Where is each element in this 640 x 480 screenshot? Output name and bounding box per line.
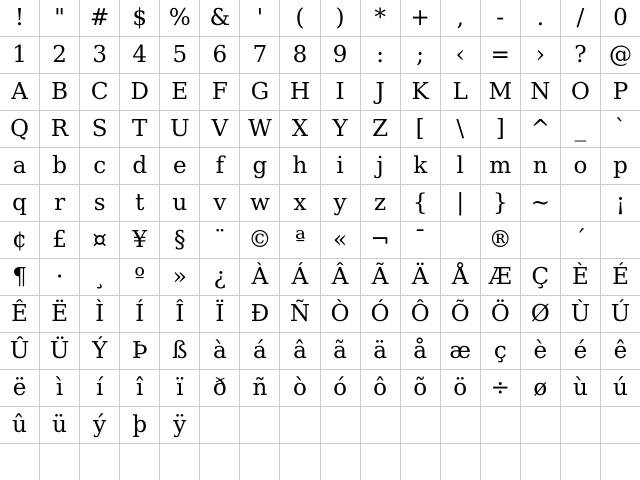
glyph-cell: . [521, 0, 561, 36]
glyph-cell: & [200, 0, 240, 36]
glyph-cell: w [240, 185, 280, 221]
glyph-cell: À [240, 259, 280, 295]
glyph-cell: Ã [361, 259, 401, 295]
glyph-cell [120, 444, 160, 480]
glyph-row [0, 0, 640, 37]
glyph-cell: % [160, 0, 200, 36]
glyph-cell: " [40, 0, 80, 36]
glyph-cell: ô [361, 370, 401, 406]
glyph-cell: ø [521, 370, 561, 406]
glyph-cell: = [481, 37, 521, 73]
glyph-cell: L [441, 74, 481, 110]
glyph-cell: 3 [80, 37, 120, 73]
glyph-cell: ® [481, 222, 521, 258]
glyph-cell: í [80, 370, 120, 406]
glyph-cell: ? [561, 37, 601, 73]
glyph-cell [361, 407, 401, 443]
glyph-cell: £ [40, 222, 80, 258]
glyph-cell: N [521, 74, 561, 110]
glyph-cell: t [120, 185, 160, 221]
glyph-cell: æ [441, 333, 481, 369]
glyph-cell [441, 222, 481, 258]
glyph-cell: j [361, 148, 401, 184]
glyph-cell: Z [361, 111, 401, 147]
glyph-cell: : [361, 37, 401, 73]
glyph-cell: Ê [0, 296, 40, 332]
glyph-cell: Y [321, 111, 361, 147]
glyph-cell: ¿ [200, 259, 240, 295]
glyph-cell: ï [160, 370, 200, 406]
glyph-cell: h [280, 148, 320, 184]
glyph-row [0, 444, 640, 480]
glyph-cell: õ [401, 370, 441, 406]
glyph-cell: S [80, 111, 120, 147]
glyph-cell: c [80, 148, 120, 184]
glyph-cell: ÷ [481, 370, 521, 406]
glyph-row [0, 37, 640, 74]
glyph-cell: 0 [613, 4, 628, 31]
glyph-cell: 1 [0, 37, 40, 73]
glyph-cell [160, 444, 200, 480]
glyph-row [0, 296, 640, 333]
glyph-cell: · [40, 259, 80, 295]
glyph-cell: Ï [200, 296, 240, 332]
glyph-cell: 7 [240, 37, 280, 73]
glyph-cell [40, 444, 80, 480]
glyph-cell: X [280, 111, 320, 147]
glyph-cell: b [40, 148, 80, 184]
glyph-cell: H [280, 74, 320, 110]
glyph-cell: ý [80, 407, 120, 443]
glyph-cell: e [160, 148, 200, 184]
glyph-cell: p [613, 152, 628, 179]
glyph-cell: ¬ [361, 222, 401, 258]
glyph-cell [401, 444, 441, 480]
glyph-cell: È [561, 259, 601, 295]
glyph-cell [321, 407, 361, 443]
glyph-row [0, 222, 640, 259]
glyph-cell: ¤ [80, 222, 120, 258]
glyph-cell: É [612, 263, 629, 290]
glyph-cell: ' [240, 0, 280, 36]
glyph-cell: ( [280, 0, 320, 36]
glyph-cell: @ [608, 41, 632, 68]
glyph-cell: ð [200, 370, 240, 406]
glyph-cell [521, 407, 561, 443]
glyph-cell: [ [401, 111, 441, 147]
glyph-cell: D [120, 74, 160, 110]
glyph-cell [280, 407, 320, 443]
glyph-cell [521, 222, 561, 258]
glyph-cell: Ò [321, 296, 361, 332]
glyph-cell: ~ [521, 185, 561, 221]
glyph-cell [601, 444, 640, 480]
glyph-cell: _ [561, 111, 601, 147]
glyph-cell [80, 444, 120, 480]
glyph-cell: ç [481, 333, 521, 369]
glyph-cell: Ù [561, 296, 601, 332]
glyph-row [0, 333, 640, 370]
glyph-cell [561, 407, 601, 443]
glyph-cell: ó [321, 370, 361, 406]
glyph-cell: Ú [610, 300, 631, 327]
glyph-cell: Ö [481, 296, 521, 332]
glyph-cell: n [521, 148, 561, 184]
glyph-cell: ¶ [0, 259, 40, 295]
glyph-cell: Ä [401, 259, 441, 295]
glyph-cell: Ì [80, 296, 120, 332]
glyph-cell [200, 444, 240, 480]
glyph-cell: ^ [521, 111, 561, 147]
glyph-cell: * [361, 0, 401, 36]
glyph-cell: Ø [521, 296, 561, 332]
glyph-cell: ´ [561, 222, 601, 258]
glyph-row [0, 148, 640, 185]
glyph-cell [561, 444, 601, 480]
glyph-row [0, 111, 640, 148]
glyph-cell: o [561, 148, 601, 184]
glyph-cell: å [401, 333, 441, 369]
glyph-cell [481, 407, 521, 443]
glyph-cell: x [280, 185, 320, 221]
glyph-cell: Q [0, 111, 40, 147]
glyph-cell: | [441, 185, 481, 221]
glyph-cell: Æ [481, 259, 521, 295]
glyph-cell: } [481, 185, 521, 221]
glyph-cell: ) [321, 0, 361, 36]
glyph-row [0, 407, 640, 444]
glyph-cell: ; [401, 37, 441, 73]
glyph-cell: l [441, 148, 481, 184]
glyph-cell: A [0, 74, 40, 110]
glyph-cell [521, 444, 561, 480]
glyph-cell: - [481, 0, 521, 36]
glyph-cell: z [361, 185, 401, 221]
glyph-cell: à [200, 333, 240, 369]
glyph-cell: ì [40, 370, 80, 406]
glyph-cell: W [240, 111, 280, 147]
glyph-cell: ü [40, 407, 80, 443]
glyph-cell: ò [280, 370, 320, 406]
glyph-cell: ñ [240, 370, 280, 406]
glyph-cell: ¸ [80, 259, 120, 295]
glyph-cell: s [80, 185, 120, 221]
glyph-cell: 6 [200, 37, 240, 73]
glyph-cell: â [280, 333, 320, 369]
glyph-cell: Ç [521, 259, 561, 295]
glyph-cell [601, 222, 640, 258]
glyph-cell: { [401, 185, 441, 221]
glyph-cell: û [0, 407, 40, 443]
glyph-cell: M [481, 74, 521, 110]
glyph-cell: › [521, 37, 561, 73]
glyph-cell [240, 444, 280, 480]
glyph-row [0, 185, 640, 222]
glyph-cell: # [80, 0, 120, 36]
glyph-cell: 2 [40, 37, 80, 73]
glyph-cell: 4 [120, 37, 160, 73]
glyph-cell: ¢ [0, 222, 40, 258]
glyph-cell: B [40, 74, 80, 110]
glyph-cell: ¯ [401, 222, 441, 258]
glyph-cell: ª [280, 222, 320, 258]
glyph-cell: K [401, 74, 441, 110]
glyph-cell: Â [321, 259, 361, 295]
glyph-cell: U [160, 111, 200, 147]
glyph-cell: u [160, 185, 200, 221]
glyph-cell: R [40, 111, 80, 147]
glyph-cell: © [240, 222, 280, 258]
glyph-cell: F [200, 74, 240, 110]
glyph-cell: f [200, 148, 240, 184]
glyph-cell: Î [160, 296, 200, 332]
glyph-row [0, 370, 640, 407]
glyph-cell: T [120, 111, 160, 147]
glyph-cell: + [401, 0, 441, 36]
glyph-cell [401, 407, 441, 443]
glyph-cell [240, 407, 280, 443]
glyph-cell: Ý [80, 333, 120, 369]
glyph-cell: Ü [40, 333, 80, 369]
glyph-cell: $ [120, 0, 160, 36]
glyph-cell: Ð [240, 296, 280, 332]
glyph-cell: a [0, 148, 40, 184]
glyph-cell: º [120, 259, 160, 295]
glyph-cell: Û [0, 333, 40, 369]
glyph-cell: þ [120, 407, 160, 443]
glyph-cell: è [521, 333, 561, 369]
glyph-cell [441, 444, 481, 480]
glyph-cell: Ñ [280, 296, 320, 332]
glyph-cell: P [612, 78, 629, 105]
glyph-cell: î [120, 370, 160, 406]
glyph-row [0, 74, 640, 111]
glyph-cell: v [200, 185, 240, 221]
glyph-cell: ¨ [200, 222, 240, 258]
glyph-cell: m [481, 148, 521, 184]
glyph-cell: / [561, 0, 601, 36]
glyph-cell: \ [441, 111, 481, 147]
glyph-cell: O [561, 74, 601, 110]
glyph-cell: ß [160, 333, 200, 369]
glyph-cell: G [240, 74, 280, 110]
glyph-cell: ë [0, 370, 40, 406]
glyph-cell: Þ [120, 333, 160, 369]
glyph-cell: C [80, 74, 120, 110]
glyph-cell: V [200, 111, 240, 147]
glyph-cell: ê [613, 337, 628, 364]
glyph-cell [441, 407, 481, 443]
glyph-cell: ÿ [160, 407, 200, 443]
glyph-cell [481, 444, 521, 480]
glyph-cell [280, 444, 320, 480]
glyph-cell [200, 407, 240, 443]
glyph-cell: r [40, 185, 80, 221]
glyph-cell: ù [561, 370, 601, 406]
glyph-cell: i [321, 148, 361, 184]
glyph-cell: Í [120, 296, 160, 332]
glyph-cell: Ó [361, 296, 401, 332]
glyph-cell: d [120, 148, 160, 184]
glyph-cell: 5 [160, 37, 200, 73]
glyph-cell: Õ [441, 296, 481, 332]
glyph-cell: Å [441, 259, 481, 295]
glyph-cell: ú [613, 374, 628, 401]
glyph-cell: ` [614, 115, 627, 142]
glyph-cell: Ë [40, 296, 80, 332]
glyph-cell [0, 444, 40, 480]
glyph-cell: ! [0, 0, 40, 36]
glyph-cell [321, 444, 361, 480]
glyph-cell: k [401, 148, 441, 184]
glyph-cell: ã [321, 333, 361, 369]
glyph-cell: , [441, 0, 481, 36]
glyph-cell: I [321, 74, 361, 110]
glyph-row [0, 259, 640, 296]
glyph-cell: ¡ [615, 189, 626, 216]
glyph-cell: J [361, 74, 401, 110]
glyph-cell: ö [441, 370, 481, 406]
glyph-cell: ] [481, 111, 521, 147]
glyph-cell: E [160, 74, 200, 110]
glyph-cell: § [160, 222, 200, 258]
glyph-cell [601, 407, 640, 443]
glyph-cell: q [0, 185, 40, 221]
glyph-cell: ¥ [120, 222, 160, 258]
glyph-cell: é [561, 333, 601, 369]
glyph-cell: g [240, 148, 280, 184]
glyph-cell: ‹ [441, 37, 481, 73]
glyph-cell: » [160, 259, 200, 295]
glyph-cell: á [240, 333, 280, 369]
glyph-cell: ä [361, 333, 401, 369]
glyph-cell: Á [280, 259, 320, 295]
glyph-cell [361, 444, 401, 480]
glyph-cell [561, 185, 601, 221]
glyph-cell: 8 [280, 37, 320, 73]
glyph-cell: Ô [401, 296, 441, 332]
glyph-cell: « [321, 222, 361, 258]
glyph-cell: y [321, 185, 361, 221]
glyph-cell: 9 [321, 37, 361, 73]
